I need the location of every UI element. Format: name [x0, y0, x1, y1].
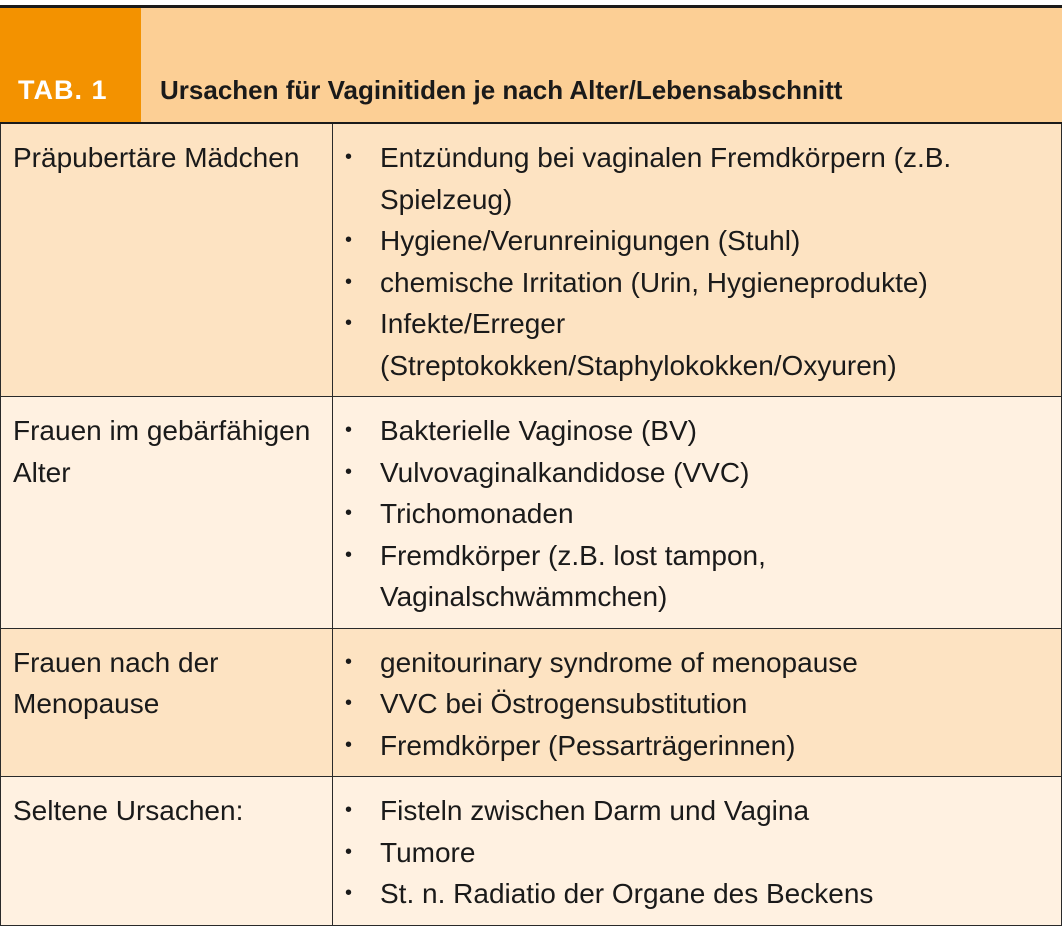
causes-list — [333, 410, 1053, 618]
cause-text: Fremdkörper (z.B. lost tampon, Vaginalschwämmchen) — [380, 539, 766, 612]
list-item — [333, 303, 1053, 386]
table-row — [1, 397, 1062, 629]
bullet-icon: • — [345, 692, 353, 714]
cause-text: St. n. Radiatio der Organe des Beckens — [380, 878, 874, 909]
cause-text: Hygiene/Verunreinigungen (Stuhl) — [380, 225, 801, 256]
bullet-icon: • — [345, 882, 353, 904]
list-item — [333, 137, 1053, 220]
list-item — [333, 535, 1053, 618]
causes-list — [333, 137, 1053, 386]
bullet-icon: • — [345, 733, 353, 756]
list-item — [333, 220, 1053, 262]
list-item — [333, 642, 1053, 684]
table-row — [1, 124, 1062, 397]
cause-text: Bakterielle Vaginose (BV) — [380, 415, 697, 446]
bullet-icon: • — [345, 460, 353, 483]
table-number-label: TAB. 1 — [0, 8, 141, 122]
list-item — [333, 683, 1053, 725]
list-item — [333, 493, 1053, 535]
list-item — [333, 262, 1053, 304]
list-item — [333, 832, 1053, 874]
list-item — [333, 452, 1053, 494]
cause-text: Fremdkörper (Pessarträgerinnen) — [380, 729, 796, 761]
list-item — [333, 410, 1053, 452]
bullet-icon: • — [345, 419, 353, 441]
cause-text: genitourinary syndrome of menopause — [380, 646, 858, 678]
bullet-icon: • — [345, 543, 353, 566]
cause-text: Infekte/Erreger (Streptokokken/Staphylokokken/Oxyuren) — [380, 308, 897, 381]
table-row — [1, 628, 1062, 777]
cause-text: Trichomonaden — [380, 498, 574, 529]
cause-text: Fisteln zwischen Darm und Vagina — [380, 795, 810, 826]
category-cell: Seltene Ursachen: — [1, 777, 333, 926]
cause-text: chemische Irritation (Urin, Hygieneprodukte) — [380, 266, 928, 298]
category-cell: Frauen nach der Menopause — [1, 628, 333, 777]
causes-cell — [333, 628, 1062, 777]
bullet-icon: • — [345, 229, 353, 251]
cause-text: Tumore — [380, 836, 476, 868]
bullet-icon: • — [345, 270, 353, 293]
bullet-icon: • — [345, 312, 353, 334]
bullet-icon: • — [345, 502, 353, 524]
causes-list — [333, 642, 1053, 767]
causes-table — [0, 5, 1062, 926]
cause-text: Entzündung bei vaginalen Fremdkörpern (z.B. Spielzeug) — [380, 142, 952, 215]
list-item — [333, 790, 1053, 832]
category-cell: Frauen im gebärfähigen Alter — [1, 397, 333, 629]
bullet-icon: • — [345, 650, 353, 673]
table-header — [0, 8, 1062, 124]
bullet-icon: • — [345, 799, 353, 821]
table-row — [1, 777, 1062, 926]
causes-cell — [333, 397, 1062, 629]
cause-text: VVC bei Östrogensubstitution — [380, 688, 748, 719]
cause-text: Vulvovaginalkandidose (VVC) — [380, 456, 750, 488]
causes-cell — [333, 124, 1062, 397]
bullet-icon: • — [345, 840, 353, 863]
table-body — [0, 124, 1062, 926]
causes-cell — [333, 777, 1062, 926]
list-item — [333, 873, 1053, 915]
causes-list — [333, 790, 1053, 915]
list-item — [333, 725, 1053, 767]
bullet-icon: • — [345, 146, 353, 168]
table-title: Ursachen für Vaginitiden je nach Alter/Lebensabschnitt — [160, 75, 843, 105]
category-cell: Präpubertäre Mädchen — [1, 124, 333, 397]
